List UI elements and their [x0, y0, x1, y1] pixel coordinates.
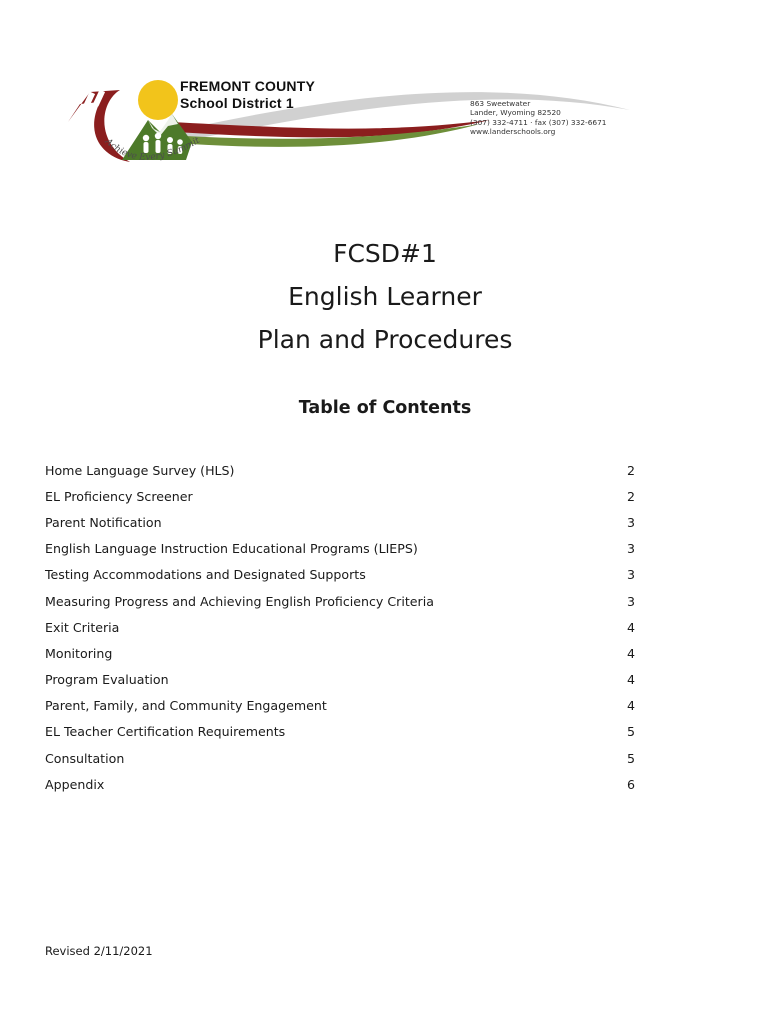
toc-label: Testing Accommodations and Designated Supports — [45, 567, 366, 583]
toc-label: Appendix — [45, 776, 105, 792]
toc-label: Consultation — [45, 750, 125, 766]
toc-row — [45, 640, 635, 666]
toc-label: Monitoring — [45, 645, 113, 661]
toc-page: 5 — [626, 750, 635, 766]
toc-row — [45, 562, 635, 588]
toc-row — [45, 745, 635, 771]
toc-page: 3 — [626, 514, 635, 530]
toc-row — [45, 667, 635, 693]
motto — [100, 122, 250, 182]
toc-row — [45, 771, 635, 797]
toc-page: 5 — [626, 724, 635, 740]
address-phone: (307) 332-4711 · fax (307) 332-6671 — [470, 117, 607, 127]
toc-row — [45, 588, 635, 614]
toc-heading: Table of Contents — [298, 398, 472, 418]
table-of-contents — [45, 457, 635, 797]
svg-text:Achieve Every Summit — [102, 136, 202, 163]
toc-page: 4 — [626, 619, 635, 635]
motto-text: Achieve Every Summit — [103, 135, 202, 163]
toc-row — [45, 483, 635, 509]
district-name-line2: School District 1 — [180, 95, 294, 111]
title-line1: FCSD#1 — [333, 239, 437, 268]
address-website: www.landerschools.org — [470, 127, 556, 137]
toc-page: 4 — [626, 698, 635, 714]
toc-label: EL Teacher Certification Requirements — [45, 724, 286, 740]
letterhead — [60, 62, 640, 192]
toc-page: 3 — [626, 567, 635, 583]
district-name — [180, 78, 315, 112]
toc-label: Parent, Family, and Community Engagement — [45, 698, 327, 714]
revised-date: Revised 2/11/2021 — [45, 944, 153, 958]
toc-page: 2 — [626, 462, 635, 478]
district-address — [470, 99, 607, 137]
toc-label: Program Evaluation — [45, 672, 169, 688]
toc-label: Measuring Progress and Achieving English Proficiency Criteria — [45, 593, 434, 609]
toc-row — [45, 614, 635, 640]
title-line3: Plan and Procedures — [257, 325, 513, 354]
toc-label: Parent Notification — [45, 514, 162, 530]
title-line2: English Learner — [288, 282, 482, 311]
document-title — [0, 232, 770, 361]
address-city: Lander, Wyoming 82520 — [470, 108, 561, 118]
toc-row — [45, 509, 635, 535]
toc-label: Exit Criteria — [45, 619, 120, 635]
toc-row — [45, 719, 635, 745]
toc-page: 3 — [626, 541, 635, 557]
toc-label: English Language Instruction Educational Programs (LIEPS) — [45, 541, 418, 557]
toc-page: 4 — [626, 645, 635, 661]
toc-page: 3 — [626, 593, 635, 609]
address-street: 863 Sweetwater — [470, 99, 531, 108]
district-name-line1: FREMONT COUNTY — [180, 78, 316, 94]
toc-row — [45, 536, 635, 562]
toc-row — [45, 693, 635, 719]
toc-label: Home Language Survey (HLS) — [45, 462, 235, 478]
toc-row — [45, 457, 635, 483]
toc-page: 6 — [626, 776, 635, 792]
toc-page: 4 — [626, 672, 635, 688]
toc-page: 2 — [626, 488, 635, 504]
toc-label: EL Proficiency Screener — [45, 488, 193, 504]
